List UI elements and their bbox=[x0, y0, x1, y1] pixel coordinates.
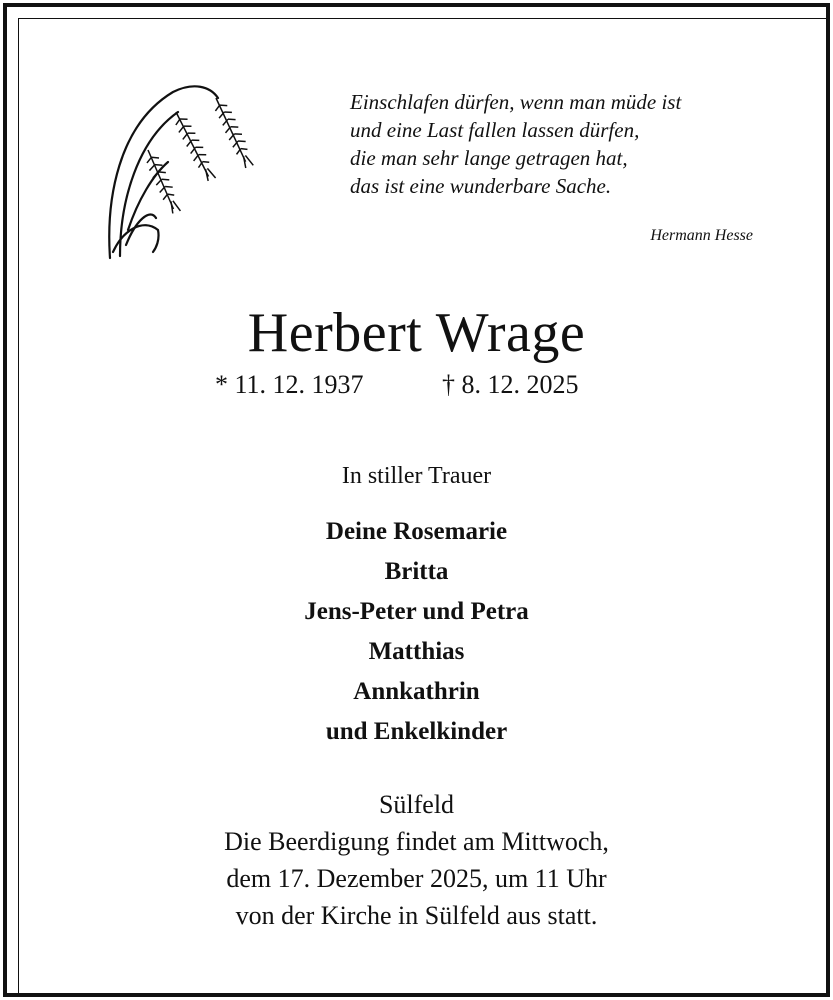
quote-line: Einschlafen dürfen, wenn man müde ist bbox=[350, 90, 682, 114]
mourner-name: Britta bbox=[384, 558, 449, 585]
place: Sülfeld bbox=[378, 790, 455, 819]
quote-line: und eine Last fallen lassen dürfen, bbox=[350, 118, 640, 142]
funeral-info bbox=[0, 786, 833, 934]
quote-author: Hermann Hesse bbox=[650, 227, 753, 244]
death-date: † 8. 12. 2025 bbox=[442, 370, 579, 399]
mourner-name: Matthias bbox=[368, 638, 465, 665]
mourner-name: Jens-Peter und Petra bbox=[304, 598, 529, 625]
deceased-name: Herbert Wrage bbox=[247, 302, 586, 364]
mourner-name: und Enkelkinder bbox=[325, 718, 508, 745]
funeral-info-line: von der Kirche in Sülfeld aus statt. bbox=[235, 901, 598, 930]
mourner-name: Deine Rosemarie bbox=[325, 518, 508, 545]
mourning-intro: In stiller Trauer bbox=[341, 463, 492, 489]
quote bbox=[350, 88, 760, 200]
quote-line: die man sehr lange getragen hat, bbox=[350, 146, 628, 170]
mourners-list bbox=[0, 512, 833, 752]
funeral-info-line: dem 17. Dezember 2025, um 11 Uhr bbox=[226, 864, 607, 893]
wheat-ears-icon bbox=[98, 80, 258, 265]
birth-date: * 11. 12. 1937 bbox=[215, 370, 364, 399]
mourner-name: Annkathrin bbox=[353, 678, 480, 705]
funeral-info-line: Die Beerdigung findet am Mittwoch, bbox=[224, 827, 609, 856]
quote-line: das ist eine wunderbare Sache. bbox=[350, 174, 612, 198]
